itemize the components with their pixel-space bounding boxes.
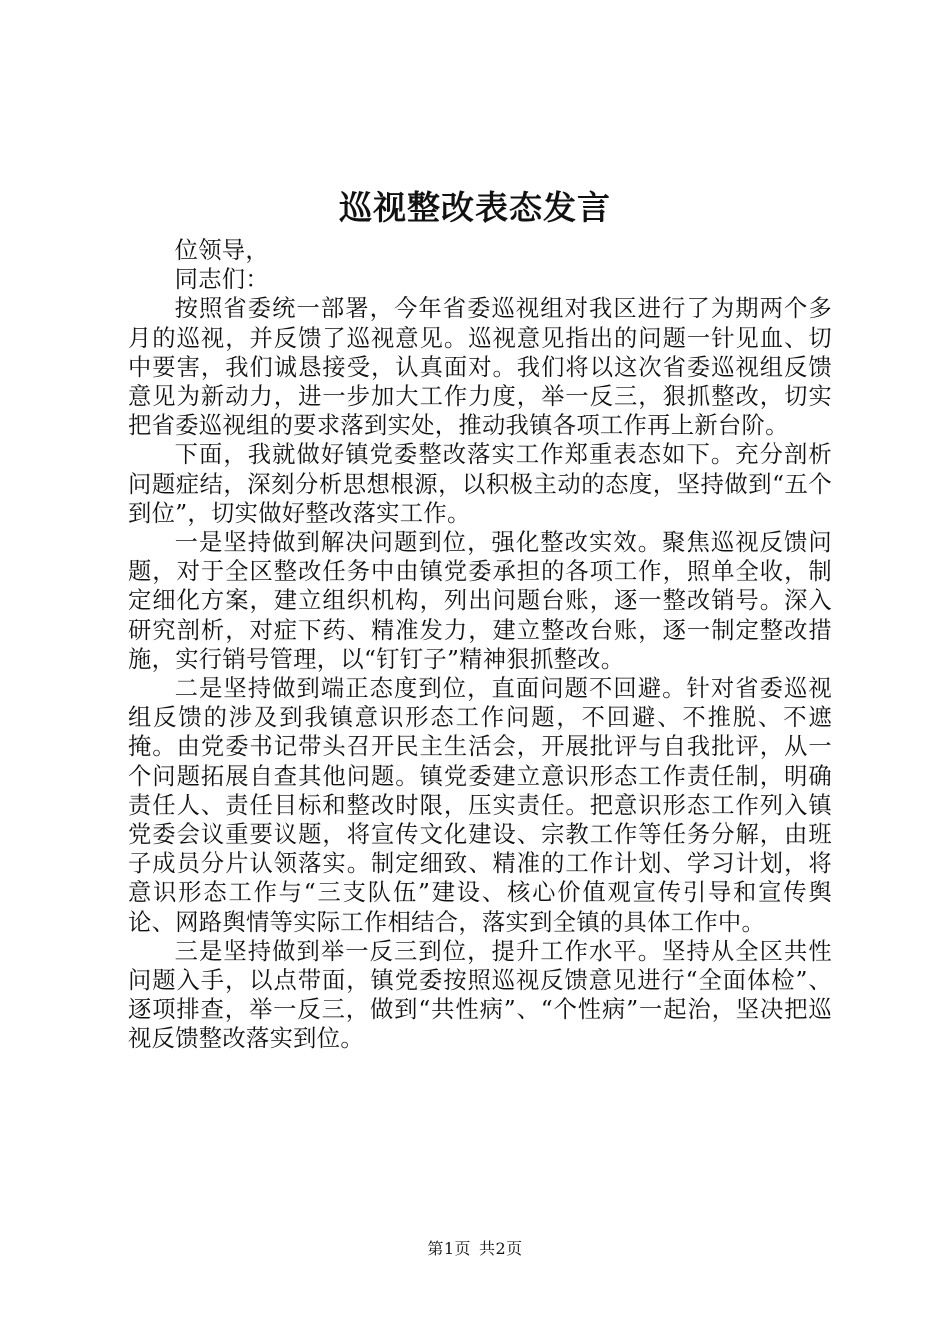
page-number: 第1页 bbox=[427, 1239, 471, 1258]
paragraph-point-one: 一是坚持做到解决问题到位，强化整改实效。聚焦巡视反馈问题，对于全区整改任务中由镇党委承担的各项工作，照单全收，制定细化方案，建立组织机构，列出问题台账，逐一整改销号。深入研究剖析，对症下药、精准发力，建立整改台账，逐一制定整改措施，实行销号管理，以“钉钉子”精神狠抓整改。 bbox=[128, 529, 832, 673]
document-body bbox=[128, 236, 832, 1054]
document-title: 巡视整改表态发言 bbox=[339, 188, 611, 227]
paragraph-statement: 下面，我就做好镇党委整改落实工作郑重表态如下。充分剖析问题症结，深刻分析思想根源，以积极主动的态度，坚持做到“五个到位”，切实做好整改落实工作。 bbox=[128, 441, 832, 527]
paragraph-intro: 按照省委统一部署，今年省委巡视组对我区进行了为期两个多月的巡视，并反馈了巡视意见。巡视意见指出的问题一针见血、切中要害，我们诚恳接受，认真面对。我们将以这次省委巡视组反馈意见为新动力，进一步加大工作力度，举一反三，狠抓整改，切实把省委巡视组的要求落到实处，推动我镇各项工作再上新台阶。 bbox=[128, 295, 832, 440]
paragraph-point-two: 二是坚持做到端正态度到位，直面问题不回避。针对省委巡视组反馈的涉及到我镇意识形态工作问题，不回避、不推脱、不遮掩。由党委书记带头召开民主生活会，开展批评与自我批评，从一个问题拓展自查其他问题。镇党委建立意识形态工作责任制，明确责任人、责任目标和整改时限，压实责任。把意识形态工作列入镇党委会议重要议题，将宣传文化建设、宗教工作等任务分解，由班子成员分片认领落实。制定细致、精准的工作计划、学习计划，将意识形态工作与“三支队伍”建设、核心价值观宣传引导和宣传舆论、网路舆情等实际工作相结合，落实到全镇的具体工作中。 bbox=[128, 675, 832, 936]
page-footer bbox=[0, 1238, 950, 1260]
page-total: 共2页 bbox=[479, 1239, 523, 1258]
paragraph-point-three: 三是坚持做到举一反三到位，提升工作水平。坚持从全区共性问题入手，以点带面，镇党委按照巡视反馈意见进行“全面体检”、逐项排查，举一反三，做到“共性病”、“个性病”一起治，坚决把巡视反馈整改落实到位。 bbox=[128, 937, 832, 1053]
salutation-comrades: 同志们： bbox=[174, 266, 269, 294]
salutation-leaders: 位领导， bbox=[174, 237, 269, 264]
